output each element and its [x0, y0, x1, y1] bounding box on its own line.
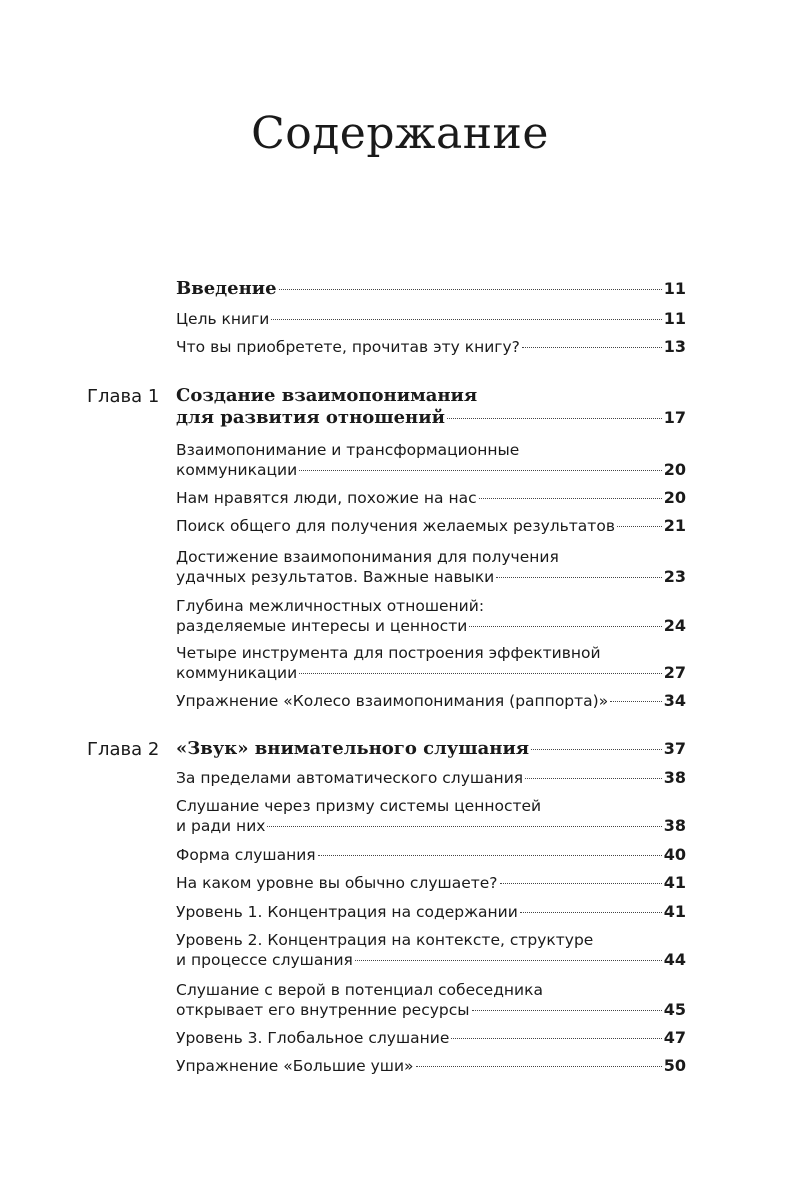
toc-entry[interactable]	[176, 337, 686, 357]
dot-leader	[610, 701, 662, 702]
toc-entry[interactable]	[176, 1056, 686, 1076]
entry-title: Уровень 1. Концентрация на содержании	[176, 903, 518, 921]
entry-title-line: и ради них	[176, 817, 266, 835]
page-number: 47	[663, 1028, 686, 1047]
entry-title: Уровень 3. Глобальное слушание	[176, 1029, 450, 1047]
entry-title-line: удачных результатов. Важные навыки	[176, 568, 495, 586]
dot-leader	[447, 418, 662, 419]
dot-leader	[299, 673, 662, 674]
chapter-label: Глава 1	[87, 386, 160, 407]
toc-entry[interactable]	[176, 902, 686, 922]
toc-entry[interactable]	[176, 873, 686, 893]
entry-title: Упражнение «Колесо взаимопонимания (раппорта)»	[176, 692, 609, 710]
dot-leader	[416, 1066, 662, 1067]
entry-title: «Звук» внимательного слушания	[176, 738, 530, 759]
dot-leader	[479, 498, 662, 499]
entry-title: Упражнение «Большие уши»	[176, 1057, 414, 1075]
toc-entry[interactable]	[176, 768, 686, 788]
toc-entry[interactable]	[176, 796, 686, 836]
page-number: 27	[663, 663, 686, 682]
dot-leader	[355, 960, 662, 961]
toc-entry[interactable]	[176, 691, 686, 711]
entry-title: На каком уровне вы обычно слушаете?	[176, 874, 498, 892]
page-number: 41	[663, 873, 686, 892]
dot-leader	[279, 289, 662, 290]
entry-title: За пределами автоматического слушания	[176, 769, 524, 787]
page-number: 38	[663, 816, 686, 835]
entry-title: Форма слушания	[176, 846, 316, 864]
page-number: 20	[663, 460, 686, 479]
entry-title-line: разделяемые интересы и ценности	[176, 617, 468, 635]
toc-entry[interactable]	[176, 516, 686, 536]
entry-title-line: Четыре инструмента для построения эффективной	[176, 644, 601, 662]
page-number: 17	[663, 408, 686, 427]
toc-entry[interactable]	[176, 1028, 686, 1048]
toc-entry-intro[interactable]	[176, 278, 686, 300]
toc-entry-chapter-1[interactable]	[176, 385, 686, 429]
page-number: 24	[663, 616, 686, 635]
toc-entry[interactable]	[176, 309, 686, 329]
entry-title-line: Слушание с верой в потенциал собеседника	[176, 981, 543, 999]
toc-entry[interactable]	[176, 440, 686, 480]
toc-entry[interactable]	[176, 596, 686, 636]
entry-title-line: Глубина межличностных отношений:	[176, 597, 485, 615]
entry-title: Цель книги	[176, 310, 270, 328]
entry-title: Поиск общего для получения желаемых результатов	[176, 517, 615, 535]
entry-title-line: коммуникации	[176, 664, 298, 682]
entry-title-line: Достижение взаимопонимания для получения	[176, 548, 559, 566]
entry-title: Нам нравятся люди, похожие на нас	[176, 489, 477, 507]
page-number: 38	[663, 768, 686, 787]
toc-entry[interactable]	[176, 547, 686, 587]
dot-leader	[299, 470, 662, 471]
entry-title-line: для развития отношений	[176, 407, 445, 428]
dot-leader	[472, 1010, 662, 1011]
toc-entry[interactable]	[176, 930, 686, 970]
dot-leader	[531, 749, 662, 750]
dot-leader	[617, 526, 662, 527]
dot-leader	[271, 319, 661, 320]
toc-entry[interactable]	[176, 643, 686, 683]
page-number: 13	[663, 337, 686, 356]
dot-leader	[522, 347, 662, 348]
page-number: 11	[663, 279, 686, 298]
page-number: 41	[663, 902, 686, 921]
entry-title-line: Взаимопонимание и трансформационные	[176, 441, 520, 459]
entry-title: Что вы приобретете, прочитав эту книгу?	[176, 338, 520, 356]
dot-leader	[267, 826, 661, 827]
page-number: 23	[663, 567, 686, 586]
dot-leader	[500, 883, 662, 884]
entry-title-line: коммуникации	[176, 461, 298, 479]
page-number: 45	[663, 1000, 686, 1019]
entry-title-line: открывает его внутренние ресурсы	[176, 1001, 470, 1019]
dot-leader	[496, 577, 661, 578]
toc-entry-chapter-2[interactable]	[176, 738, 686, 760]
entry-title-line: Слушание через призму системы ценностей	[176, 797, 542, 815]
toc-entry[interactable]	[176, 488, 686, 508]
dot-leader	[318, 855, 662, 856]
dot-leader	[451, 1038, 661, 1039]
page-number: 34	[663, 691, 686, 710]
chapter-label: Глава 2	[87, 739, 160, 760]
entry-title: Введение	[176, 278, 277, 299]
page-number: 21	[663, 516, 686, 535]
page-number: 11	[663, 309, 686, 328]
toc-entry[interactable]	[176, 845, 686, 865]
dot-leader	[520, 912, 662, 913]
page-number: 44	[663, 950, 686, 969]
page-number: 37	[663, 739, 686, 758]
page-title: Содержание	[251, 108, 549, 159]
entry-title-line: и процессе слушания	[176, 951, 353, 969]
entry-title-line: Уровень 2. Концентрация на контексте, структуре	[176, 931, 594, 949]
dot-leader	[525, 778, 662, 779]
page-number: 20	[663, 488, 686, 507]
entry-title-line: Создание взаимопонимания	[176, 385, 478, 406]
toc-entry[interactable]	[176, 980, 686, 1020]
dot-leader	[469, 626, 661, 627]
page-number: 50	[663, 1056, 686, 1075]
page-number: 40	[663, 845, 686, 864]
